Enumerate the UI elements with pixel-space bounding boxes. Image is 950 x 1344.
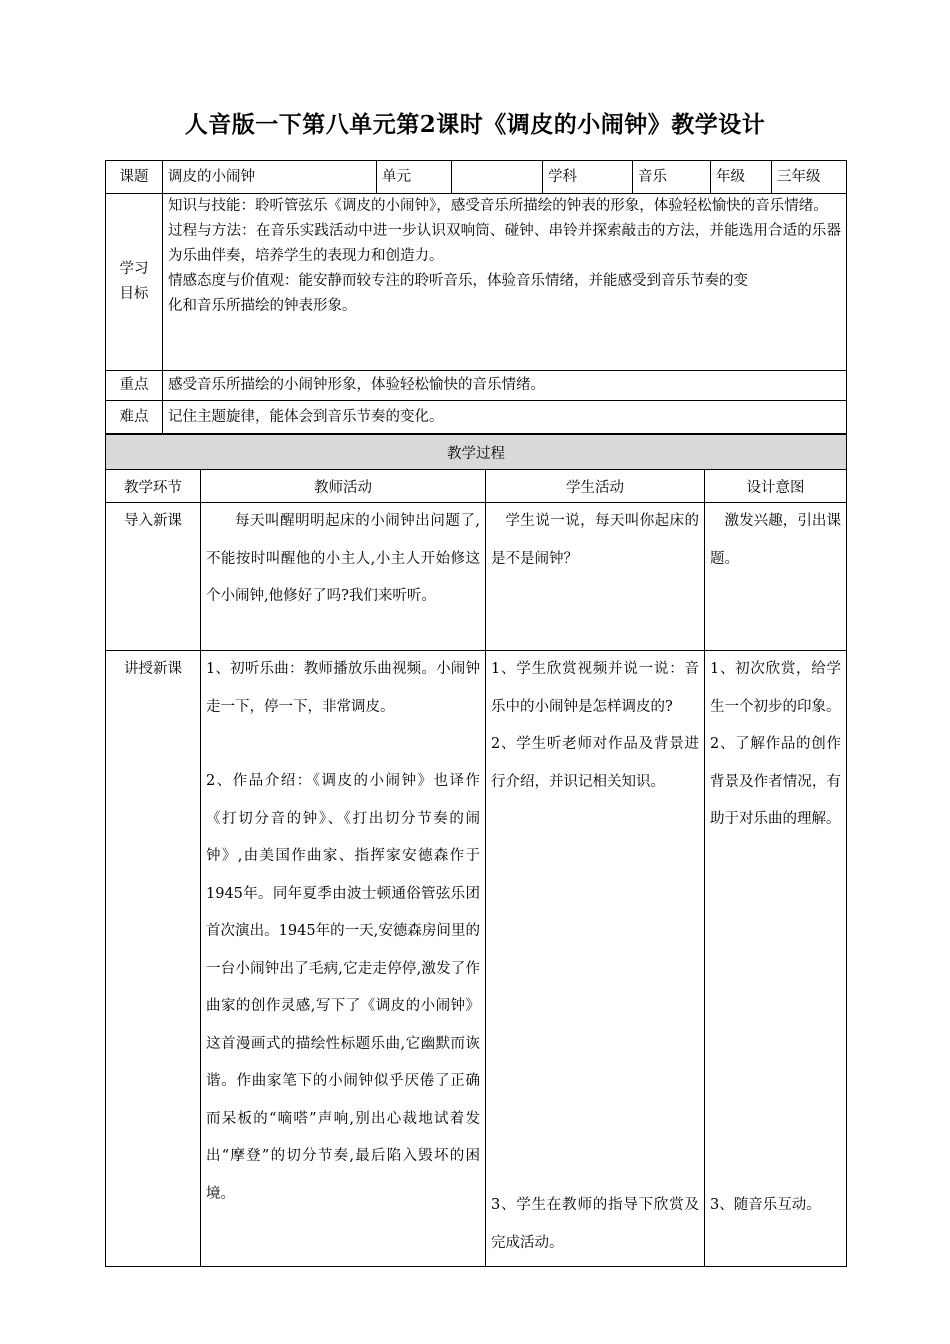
- col-student: 学生活动: [486, 470, 705, 503]
- key-label: 重点: [106, 371, 163, 401]
- unit-value: [452, 161, 543, 194]
- topic-value: 调皮的小闹钟: [163, 161, 377, 194]
- key-value: 感受音乐所描绘的小闹钟形象，体验轻松愉快的音乐情绪。: [163, 371, 847, 401]
- subject-label: 学科: [543, 161, 633, 194]
- teacher-step-1: 1、初听乐曲：教师播放乐曲视频。小闹钟走一下，停一下，非常调皮。: [206, 661, 480, 715]
- student-step-2: 2、学生听老师对作品及背景进行介绍，并识记相关知识。: [491, 736, 699, 790]
- row-intro-intent: 激发兴趣，引出课题。: [705, 503, 847, 651]
- goals-content: [163, 194, 847, 371]
- col-teacher: 教师活动: [201, 470, 486, 503]
- goal-emotion-cont: 化和音乐所描绘的钟表形象。: [168, 298, 357, 314]
- goals-label: 学习 目标: [106, 194, 163, 371]
- intent-step-3: 3、随音乐互动。: [710, 1197, 821, 1213]
- goal-process: 过程与方法：在音乐实践活动中进一步认识双响筒、碰钟、串铃并探索敲击的方法，并能选用合适的乐器为乐曲伴奏，培养学生的表现力和创造力。: [168, 223, 841, 264]
- row-main-student: [486, 651, 705, 1267]
- row-intro-teacher: 每天叫醒明明起床的小闹钟出问题了,不能按时叫醒他的小主人,小主人开始修这个小闹钟,他修好了吗?我们来听听。: [201, 503, 486, 651]
- row-main-intent: [705, 651, 847, 1267]
- student-step-3: 3、学生在教师的指导下欣赏及完成活动。: [491, 1197, 699, 1251]
- row-main-teacher: [201, 651, 486, 1267]
- teacher-step-2: 2、作品介绍：《调皮的小闹钟》也译作《打切分音的钟》、《打出切分节奏的闹钟》,由美国作曲家、指挥家安德森作于1945年。同年夏季由波士顿通俗管弦乐团首次演出。1945年的一天,安德森房间里的一台小闹钟出了毛病,它走走停停,激发了作曲家的创作灵感,写下了《调皮的小闹钟》这首漫画式的描绘性标题乐曲,它幽默而诙谐。作曲家笔下的小闹钟似乎厌倦了正确而呆板的“嘀嗒”声响,别出心裁地试着发出“摩登”的切分节奏,最后陷入毁坏的困境。: [206, 773, 480, 1202]
- row-main-stage: 讲授新课: [106, 651, 201, 1267]
- process-table: [105, 434, 847, 1267]
- topic-label: 课题: [106, 161, 163, 194]
- grade-label: 年级: [711, 161, 772, 194]
- process-header: 教学过程: [106, 435, 847, 470]
- row-intro-student: 学生说一说，每天叫你起床的是不是闹钟？: [486, 503, 705, 651]
- col-intent: 设计意图: [705, 470, 847, 503]
- student-step-1: 1、学生欣赏视频并说一说：音乐中的小闹钟是怎样调皮的?: [491, 661, 699, 715]
- row-intro-stage: 导入新课: [106, 503, 201, 651]
- goal-emotion: 情感态度与价值观：能安静而较专注的聆听音乐，体验音乐情绪，并能感受到音乐节奏的变: [168, 273, 748, 289]
- difficult-value: 记住主题旋律，能体会到音乐节奏的变化。: [163, 401, 847, 434]
- unit-label: 单元: [377, 161, 452, 194]
- intent-step-2: 2、了解作品的创作背景及作者情况，有助于对乐曲的理解。: [710, 736, 841, 827]
- intent-step-1: 1、初次欣赏，给学生一个初步的印象。: [710, 661, 841, 715]
- difficult-label: 难点: [106, 401, 163, 434]
- info-table: [105, 160, 847, 434]
- subject-value: 音乐: [633, 161, 711, 194]
- document-title: 人音版一下第八单元第2课时《调皮的小闹钟》教学设计: [184, 111, 766, 138]
- grade-value: 三年级: [772, 161, 847, 194]
- col-stage: 教学环节: [106, 470, 201, 503]
- goal-knowledge: 知识与技能：聆听管弦乐《调皮的小闹钟》，感受音乐所描绘的钟表的形象，体验轻松愉快的音乐情绪。: [168, 198, 828, 214]
